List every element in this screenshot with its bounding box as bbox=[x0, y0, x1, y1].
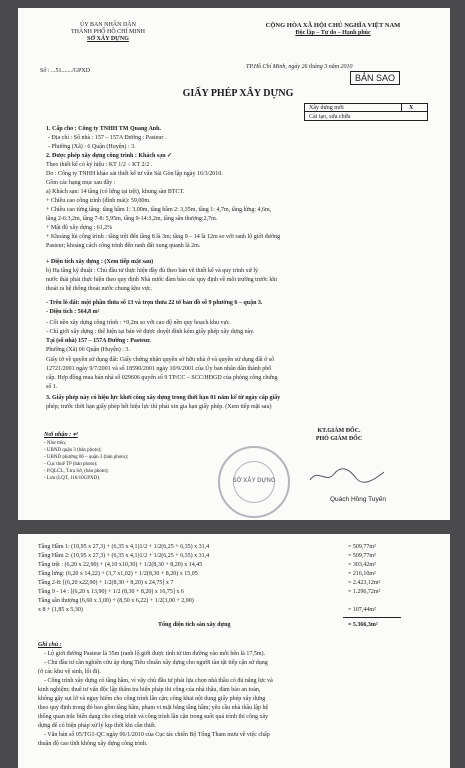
permit-back-page bbox=[18, 534, 450, 768]
grantee-address: - Địa chỉ : Số nhà : 157 – 157A Đường : Pasteur . bbox=[48, 135, 167, 141]
area-value: = 509,77m² bbox=[348, 553, 376, 559]
note-line: - Lộ giới đường Pasteur là 35m (ranh lộ giới được tính từ tim đường vào mỗi bên là 17,5m). bbox=[44, 651, 266, 657]
issuer-department: SỞ XÂY DỰNG bbox=[87, 36, 129, 42]
site-ward: Phường (Xã) 06 Quận (Huyện) : 3. bbox=[46, 347, 130, 353]
note-line: dựng để có biện pháp xử lý kịp thời khi cần thiết. bbox=[38, 723, 157, 729]
total-area-label: Tổng diện tích sàn xây dựng bbox=[158, 622, 231, 628]
document-number: Số : ...51......./GPXD bbox=[40, 68, 91, 74]
infrastructure: b) Hạ tầng kỹ thuật : Chủ đầu tư thực hiện đầy đủ theo bản vẽ thiết kế và quy trình xử lý bbox=[46, 268, 259, 274]
signer-position: PHÓ GIÁM ĐỐC bbox=[315, 436, 363, 442]
base-level: - Cốt nền xây dựng công trình : +0,2m so với cao độ nền quy hoạch khu vực. bbox=[46, 320, 231, 326]
recipient-item: - UBND phường 06 – quận 3 (bản photo); bbox=[44, 455, 129, 460]
area-value: = 2.423,12m² bbox=[348, 580, 381, 586]
note-line: không gây sụt lở và nguy hiểm cho công trình lân cận; công khai nội dung giấy phép xây dựng bbox=[38, 696, 266, 702]
floor-heights-cont: tầng 2-6:3,2m, tầng 7-8: 5,95m, tầng 9-14:3,2m, tầng sân thượng:2,7m. bbox=[46, 216, 218, 222]
area-row: Tầng 2-8: [(6,20 x22,90) + 1/2(8,30 + 8,20) x 24,75] x 7 bbox=[38, 580, 174, 586]
land-documents-3: cấp. Hợp đồng mua bán nhà số 029606 quyển số 9 TP/CC – SCC/HĐGD của phòng công chứng bbox=[46, 375, 278, 381]
land-documents: Giấy tờ về quyền sử dụng đất: Giấy chứng nhận quyền sở hữu nhà ở và quyền sử dụng đất ở số bbox=[46, 357, 275, 363]
area-row: Tầng 9 - 14 : [(6,20 x 13,90) + 1/2 (8,30 + 8,20) x 16,75] x 6 bbox=[38, 589, 184, 595]
sum-divider bbox=[343, 617, 401, 618]
land-area: - Diện tích : 564,8 m² bbox=[46, 309, 100, 315]
grantee: 1. Cấp cho : Công ty TNHH TM Quang Anh. bbox=[46, 126, 161, 132]
note-line: thống quan trắc biến dạng cho công trình và công trình lân cận trong suốt quá trình thi công xây bbox=[38, 714, 269, 720]
area-row: Tầng lửng: (6,20 x 14,22) + (3,7 x1,02) + 1/2(8,30 + 8,20) x 15,05 bbox=[38, 571, 198, 577]
floor-heights: + Chiều cao từng tầng: tầng hầm 1: 3,00m, tầng hầm 2: 3,35m, tầng 1: 4,7m, tầng lửng: 4,6m, bbox=[46, 207, 272, 213]
area-row: Tầng Hầm 1: (10,95 x 27,3) + (6,35 x 4,1)1/2 + 1/2(6,25 + 6,35) x 31,4 bbox=[38, 544, 210, 550]
type-new-label: Xây dựng mới bbox=[309, 105, 344, 111]
area-value: = 509,77m² bbox=[348, 544, 376, 550]
validity-cont: phép; trước thời hạn giấy phép hết hiệu lực thì phải xin gia hạn giấy phép. (Xem tiếp mặt sau) bbox=[46, 404, 272, 410]
note-line: - Chủ đầu tư cần nghiên cứu áp dụng Tiêu chuẩn xây dựng cho người tàn tật tiếp cận sử dụng bbox=[44, 660, 268, 666]
note-line: - Văn bản số 05/TG1-QC ngày 06/1/2010 của Cục tác chiến Bộ Tổng Tham mưu về việc chấp bbox=[44, 732, 270, 738]
area-value: = 1.296,72m² bbox=[348, 589, 381, 595]
grantee-ward: - Phường (Xã) : 6 Quận (Huyện) : 3. bbox=[48, 144, 136, 150]
recipients-list bbox=[44, 440, 128, 482]
area-row: Tầng trệt : (6,20 x 22,90) + (4,10 x10,30) + 1/2(8,30 + 8,20) x 14,45 bbox=[38, 562, 203, 568]
copy-stamp: BẢN SAO bbox=[350, 71, 400, 85]
total-area-value: = 5.366,3m² bbox=[348, 622, 378, 628]
recipient-item: - P.QLCL, T.tra Sở, (bản photo); bbox=[44, 469, 109, 474]
infrastructure-cont: nước thải phải thực hiện theo quy định Nhà nước đảm bảo các quy định về môi trường trước khi bbox=[46, 277, 278, 283]
note-line: thuận độ cao tĩnh không xây dựng công trình. bbox=[38, 741, 148, 747]
type-renovate-label: Cải tạo, sửa chữa bbox=[309, 114, 351, 120]
issuer-line-1: ỦY BAN NHÂN DÂN bbox=[80, 22, 136, 28]
note-line: - Công trình xây dựng có tầng hầm, vì vậy chủ đầu tư phải lựa chọn nhà thầu có đủ năng lực và bbox=[44, 678, 273, 684]
note-line: kinh nghiệm; thuê tư vấn độc lập thẩm tra biện pháp thi công của nhà thầu, đảm bảo an toàn, bbox=[38, 687, 261, 693]
setback: + Khoảng lùi công trình : tầng trệt đến tầng 8 là 3m; tầng 9 – 14 là 12m so với ranh lộ giới đường bbox=[46, 234, 281, 240]
land-documents-2: 12721/2001 ngày 9/7/2001 và số 18590/2001 ngày 10/9/2001 của Ủy ban nhân dân thành phố bbox=[46, 366, 272, 372]
seal-text: SỞ XÂY DỰNG bbox=[232, 478, 276, 484]
items-heading: Gồm các hạng mục sau đây : bbox=[46, 180, 116, 186]
recipient-item: - Lưu (LQT, 116/10GPXD). bbox=[44, 476, 101, 481]
type-table bbox=[304, 103, 428, 121]
area-value: = 303,42m² bbox=[348, 562, 376, 568]
design-code: Theo thiết kế có ký hiệu : KT 1/2 ÷ KT 2/2 . bbox=[46, 162, 153, 168]
issuer-line-2: THÀNH PHỐ HỒ CHÍ MINH bbox=[71, 29, 145, 35]
validity: 3. Giấy phép này có hiệu lực khởi công xây dựng trong thời hạn 01 năm kể từ ngày cấp giấy bbox=[46, 395, 281, 401]
building-density: + Mật độ xây dựng : 61,2% bbox=[46, 225, 113, 231]
recipients-title: Nơi nhận : ↵ bbox=[44, 432, 78, 438]
site-address: Tại (số nhà) 157 – 157A Đường : Pasteur. bbox=[46, 338, 151, 344]
note-line: (ở các khu vệ sinh, lối đi). bbox=[38, 669, 101, 675]
signer-name: Quách Hồng Tuyến bbox=[329, 496, 386, 503]
notes-title: Ghi chú : bbox=[38, 642, 62, 648]
nation-motto: Độc lập – Tự do – Hạnh phúc bbox=[295, 30, 371, 36]
official-seal bbox=[218, 446, 290, 518]
permit-front-page bbox=[18, 8, 450, 520]
handwritten-signature bbox=[306, 466, 396, 486]
type-new-mark: X bbox=[409, 105, 414, 111]
recipient-item: - Cục thuế TP (bản photo); bbox=[44, 462, 98, 467]
land-documents-4: số 1. bbox=[46, 384, 58, 390]
permit-title: GIẤY PHÉP XÂY DỰNG bbox=[182, 88, 294, 99]
area-row: Tầng sân thượng (6,60 x 3,00) + (8,50 x 6,22) + 1/2(3,00 + 2,90) bbox=[38, 598, 194, 604]
area-value: = 107,44m² bbox=[348, 607, 376, 613]
infrastructure-end: thoát ra hệ thống thoát nước chung khu vực. bbox=[46, 286, 153, 292]
item-hotel: a) Khách sạn: 14 tầng (có lửng tại trệt), khung sàn BTCT. bbox=[46, 189, 185, 195]
issue-date: TP.Hồ Chí Minh, ngày 26 tháng 3 năm 2010 bbox=[246, 64, 353, 70]
area-row: x 8 + (1,85 x 5,30) bbox=[38, 607, 83, 613]
construction-area: + Diện tích xây dựng : (Xem tiếp mặt sau) bbox=[46, 259, 154, 265]
area-row: Tầng Hầm 2: (10,95 x 27,3) + (6,35 x 4,1)1/2 + 1/2(6,25 + 6,35) x 31,4 bbox=[38, 553, 210, 559]
setback-cont: Pasteur; khoảng cách công trình đến ranh đất xung quanh là 2m. bbox=[46, 243, 201, 249]
designer: Do : Công ty TNHH khảo sát thiết kế tư vấn Sài Gòn lập ngày 16/3/2010. bbox=[46, 171, 223, 177]
note-line: theo quy định trong đó bao gồm tầng hầm, phạm vi mặt bằng tầng hầm; yêu cầu nhà thầu lập hệ bbox=[38, 705, 269, 711]
recipient-item: - Như trên; bbox=[44, 441, 67, 446]
recipient-item: - UBND quận 3 (bản photo); bbox=[44, 448, 102, 453]
area-value: = 216,10m² bbox=[348, 571, 376, 577]
nation-title: CỘNG HÒA XÃ HỘI CHỦ NGHĨA VIỆT NAM bbox=[265, 22, 401, 29]
building-height: + Chiều cao công trình (đỉnh mái): 59,00m. bbox=[46, 198, 151, 204]
construction-line: - Chỉ giới xây dựng : thể hiện tại bản vẽ được duyệt đính kèm giấy phép xây dựng này. bbox=[46, 329, 255, 335]
signer-title: KT.GIÁM ĐỐC. bbox=[317, 428, 361, 434]
land-lot: - Trên lô đất: một phần thửa số 13 và trọn thửa 22 tờ bản đồ số 9 phường 6 – quận 3. bbox=[46, 300, 263, 306]
permitted-work: 2. Được phép xây dựng công trình : Khách sạn ✓ bbox=[46, 153, 173, 159]
